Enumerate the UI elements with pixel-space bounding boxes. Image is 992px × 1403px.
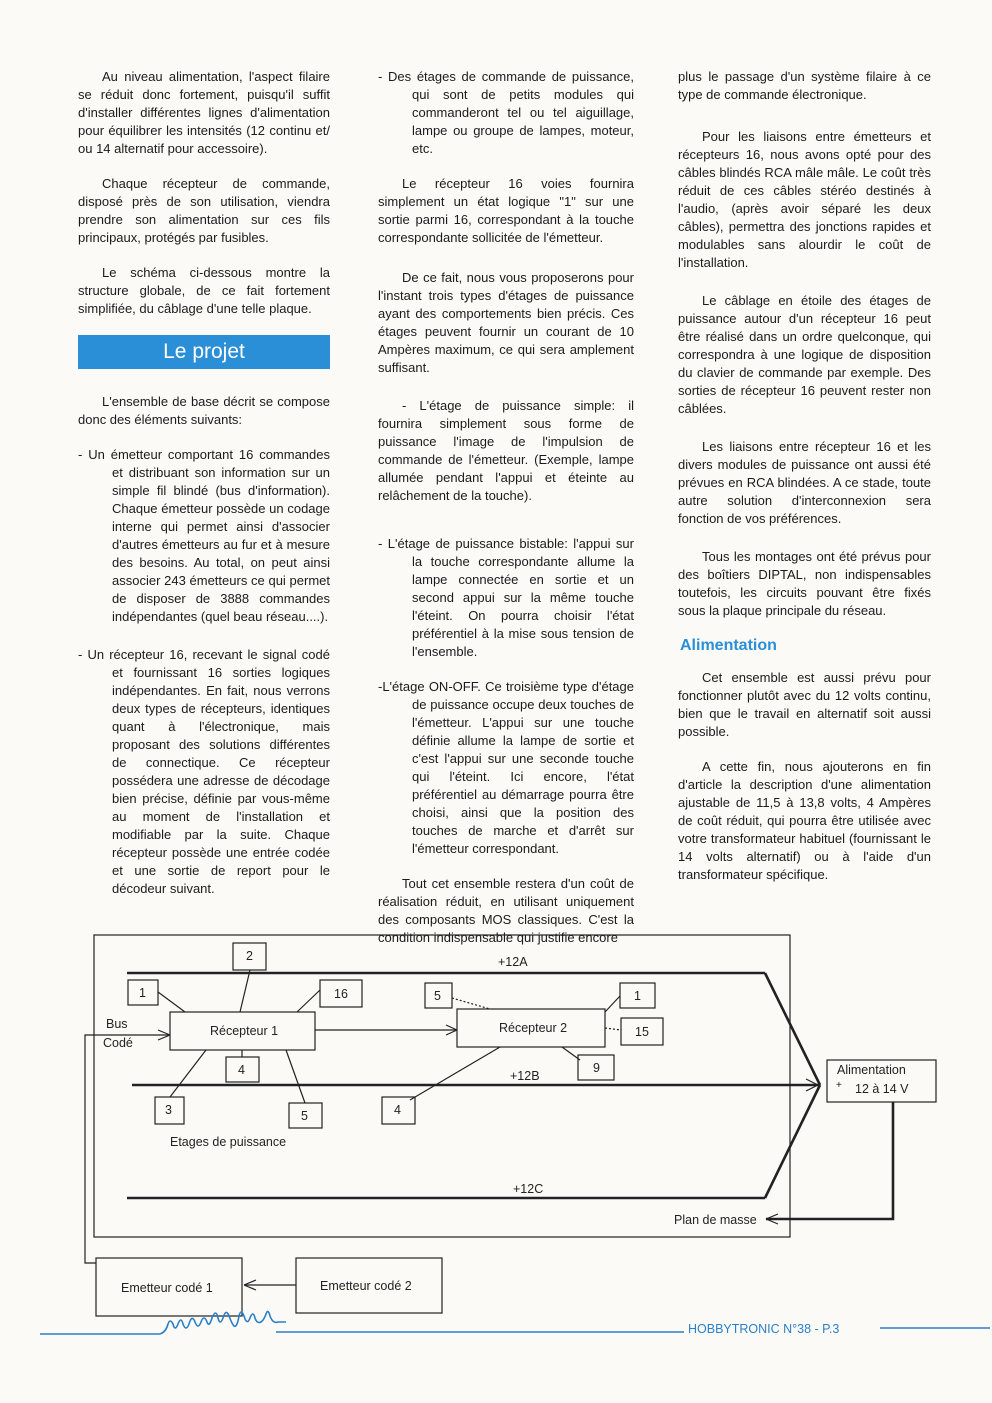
list-item: - L'étage de puissance bistable: l'appui sur la touche correspondante allume la lampe connectée en sortie et un second appui sur la même touche l'éteint. On pourra choisir l'état préférentiel à la mise sous tension de l'ensemble. bbox=[378, 536, 634, 659]
rail-c-label: +12C bbox=[513, 1182, 544, 1196]
bus-arrow-1 bbox=[158, 1030, 170, 1035]
wire bbox=[605, 1028, 621, 1030]
wire bbox=[452, 998, 490, 1009]
receiver-2-label: Récepteur 2 bbox=[499, 1021, 568, 1035]
paragraph: Le schéma ci-dessous montre la structure globale, de ce fait fortement simplifiée, du câblage d'une telle plaque. bbox=[78, 265, 330, 316]
paragraph: L'ensemble de base décrit se compose donc des éléments suivants: bbox=[78, 394, 330, 427]
power-label-2: 12 à 14 V bbox=[855, 1082, 909, 1096]
paragraph: - L'étage de puissance simple: il fournira simplement sous forme de puissance l'image de l'impulsion de commande de l'émetteur. (Exemple, lampe allumée pendant l'appui et éteinte au relâchement de la touche). bbox=[378, 398, 634, 503]
emitter-link-arrow-1 bbox=[244, 1280, 256, 1285]
ground-line bbox=[766, 1102, 893, 1219]
footer-rule bbox=[0, 1310, 992, 1370]
receiver-1-label: Récepteur 1 bbox=[210, 1024, 279, 1038]
column-2 bbox=[378, 68, 634, 964]
paragraph: A cette fin, nous ajouterons en fin d'article la description d'une alimentation ajustable de 11,5 à 13,8 volts, 4 Ampères de coût réduit, qui pourra être utilisée avec votre transformateur habituel (fournissant le 14 volts alternatif) ou à l'aide d'un transformateur spécifique. bbox=[678, 759, 931, 882]
bus-line bbox=[85, 1035, 170, 1263]
emitter-2-label: Emetteur codé 2 bbox=[320, 1279, 412, 1293]
paragraph: Pour les liaisons entre émetteurs et récepteurs 16, nous avons opté pour des câbles blindés RCA mâle mâle. Le coût très réduit de ces câbles stéréo destinés à l'audio, (après avoir séparé les deux câbles), permettra des jonctions rapides et modulables sans alourdir le coût de l'installation. bbox=[678, 129, 931, 270]
paragraph: Cet ensemble est aussi prévu pour fonctionner plutôt avec du 12 volts continu, bien que le travail en alternatif soit aussi possible. bbox=[678, 670, 931, 739]
stages-label: Etages de puissance bbox=[170, 1135, 287, 1149]
page-footer-label: HOBBYTRONIC N°38 - P.3 bbox=[688, 1322, 840, 1336]
paragraph: Les liaisons entre récepteur 16 et les divers modules de puissance ont aussi été prévues en RCA blindées. A ce stade, toute autre solution d'interconnexion sera fonction de vos préférences. bbox=[678, 439, 931, 526]
stage-number: 2 bbox=[246, 949, 253, 963]
wire bbox=[297, 990, 320, 1012]
column-3 bbox=[678, 68, 931, 901]
stage-number: 3 bbox=[165, 1103, 172, 1117]
bus-r2-arrow-2 bbox=[446, 1030, 457, 1035]
paragraph: Chaque récepteur de commande, disposé près de son utilisation, viendra prendre son alimentation sur ces fils principaux, protégés par fusibles. bbox=[78, 176, 330, 245]
stage-number: 15 bbox=[635, 1025, 649, 1039]
stage-number: 5 bbox=[434, 989, 441, 1003]
list-item: -L'étage ON-OFF. Ce troisième type d'étage de puissance occupe deux touches de l'émetteur. L'appui sur une touche définie allume la lampe de sortie et c'est l'appui sur une seconde touche qui l'éteint. Ici encore, l'état préférentiel au démarrage pourra être choisi, ainsi que la position des touches de marche et d'arrêt sur l'émetteur correspondant. bbox=[378, 679, 634, 856]
paragraph: Le câblage en étoile des étages de puissance autour d'un récepteur 16 peut être réalisé dans un ordre quelconque, qui correspondra à une logique de disposition du clavier de commande par exemple. Des sorties de récepteur 16 peuvent rester non câblées. bbox=[678, 293, 931, 416]
list-item: - Un récepteur 16, recevant le signal codé et fournissant 16 sorties logiques indépendantes. En fait, nous verrons deux types de récepteurs, identiques quant à l'électronique, mais proposant des solutions différentes de connectique. Ce récepteur possédera une adresse de décodage bien précise, définie par vous-même au moment de l'installation et modifiable par la suite. Chaque récepteur possède une entrée codée et une sortie de report pour le décodeur suivant. bbox=[78, 647, 330, 896]
wiring-diagram bbox=[0, 920, 992, 1340]
column-1 bbox=[78, 68, 330, 915]
wire bbox=[562, 1047, 580, 1060]
stage-number: 4 bbox=[394, 1103, 401, 1117]
paragraph: Tout cet ensemble restera d'un coût de réalisation réduit, en utilisant uniquement des composants MOS classiques. C'est la condition indispensable qui justifie encore bbox=[378, 876, 634, 945]
stage-number: 9 bbox=[593, 1061, 600, 1075]
bus-r2-arrow-1 bbox=[446, 1025, 457, 1030]
waveform-icon bbox=[160, 1311, 286, 1334]
bus-arrow-2 bbox=[158, 1035, 170, 1040]
section-heading: Alimentation bbox=[680, 637, 777, 654]
paragraph: De ce fait, nous vous proposerons pour l'instant trois types d'étages de puissance ayant des comportements bien précis. Ces étages peuvent fournir un courant de 10 Ampères maximum, ce qui sera amplement suffisant. bbox=[378, 270, 634, 375]
wire bbox=[240, 970, 250, 1012]
paragraph: plus le passage d'un système filaire à ce type de commande électronique. bbox=[678, 69, 931, 102]
ground-label: Plan de masse bbox=[674, 1213, 757, 1227]
stage-number: 5 bbox=[301, 1109, 308, 1123]
stage-number: 16 bbox=[334, 987, 348, 1001]
bus-label-2: Codé bbox=[103, 1036, 133, 1050]
section-banner: Le projet bbox=[78, 335, 330, 369]
list-item: - Des étages de commande de puissance, qui sont de petits modules qui commanderont tel ou tel aiguillage, lampe ou groupe de lampes, moteur, etc. bbox=[378, 69, 634, 156]
emitter-1-label: Emetteur codé 1 bbox=[121, 1281, 213, 1295]
wire bbox=[286, 1050, 305, 1103]
paragraph: Au niveau alimentation, l'aspect filaire se réduit donc fortement, puisqu'il suffit d'installer différentes lignes d'alimentation pour équilibrer les intensités (12 continu et/ ou 14 alternatif pour accessoire). bbox=[78, 69, 330, 156]
wire bbox=[158, 992, 185, 1012]
power-label-1: Alimentation bbox=[837, 1063, 906, 1077]
stage-number: 4 bbox=[238, 1063, 245, 1077]
wire bbox=[605, 996, 620, 1012]
rail-c-tail bbox=[765, 1085, 820, 1198]
rail-b-label: +12B bbox=[510, 1069, 540, 1083]
list-item: - Un émetteur comportant 16 commandes et distribuant son information sur un simple fil blindé (bus d'information). Chaque émetteur possède un codage interne qui permet ainsi d'associer d'autres émetteurs au fur et à mesure des besoins. Au total, on peut ainsi associer 243 émetteurs ce qui permet de disposer de 3888 commandes indépendantes (quel beau réseau....). bbox=[78, 447, 330, 624]
power-plus: + bbox=[836, 1080, 842, 1091]
wire bbox=[410, 1047, 500, 1100]
rail-a-label: +12A bbox=[498, 955, 528, 969]
bus-label-1: Bus bbox=[106, 1017, 128, 1031]
stage-number: 1 bbox=[634, 989, 641, 1003]
paragraph: Le récepteur 16 voies fournira simplement un état logique "1" sur une sortie parmi 16, correspondant à la touche correspondante sollicitée de l'émetteur. bbox=[378, 176, 634, 245]
stage-number: 1 bbox=[139, 986, 146, 1000]
emitter-link-arrow-2 bbox=[244, 1285, 256, 1290]
wire bbox=[170, 1050, 206, 1097]
rail-a-tail bbox=[765, 973, 820, 1085]
paragraph: Tous les montages ont été prévus pour des boîtiers DIPTAL, non indispensables toutefois, les circuits pouvant être fixés sous la plaque principale du réseau. bbox=[678, 549, 931, 618]
